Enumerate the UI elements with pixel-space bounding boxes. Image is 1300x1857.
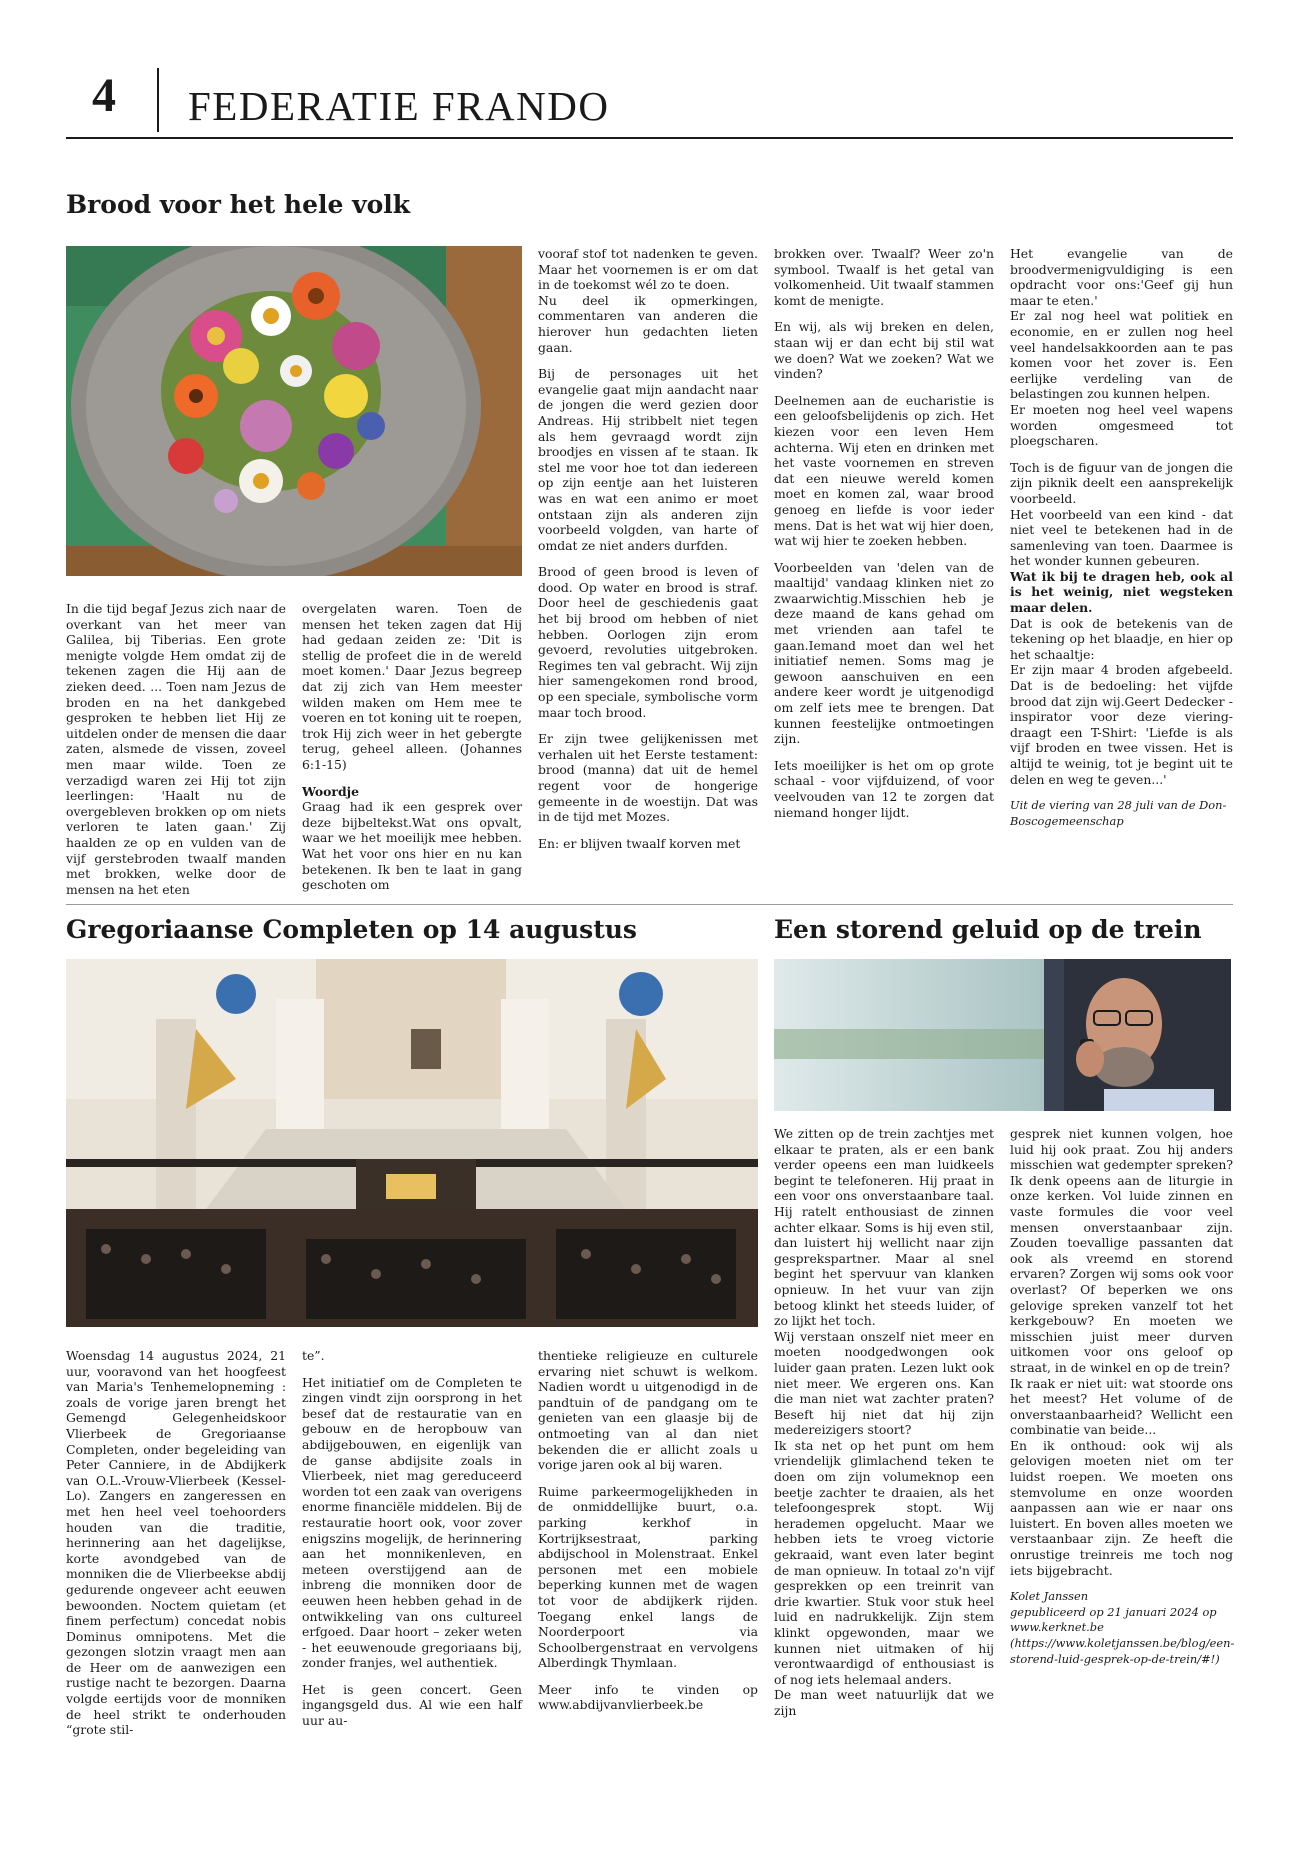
header-divider — [157, 68, 159, 132]
paragraph: Het evangelie van de broodvermenigvuldiging is een opdracht voor ons:'Geef gij hun maar te eten.' — [1010, 246, 1233, 308]
paragraph: Het voorbeeld van een kind - dat niet veel te betekenen had in de samenleving van toen. Daarmee is het wonder kunnen gebeuren. — [1010, 506, 1233, 569]
subheading-woordje: Woordje — [302, 783, 359, 799]
paragraph: Het initiatief om de Completen te zingen vindt zijn oorsprong in het besef dat de restauratie van en gebouw en de heropbouw van abdijgebouwen, en eigenlijk van de ganse abdijsite zoals in Vlierbeek, niet mag gereduceerd worden tot een zaak van overigens enorme financiële middelen. Bij de restauratie hoort ook, voor zover enigszins mogelijk, de herinnering aan het monnikenleven, en meteen overstijgend aan de inbreng die monniken door de eeuwen heen hebben gehad in de ontwikkeling van ons cultureel erfgoed. Daar hoort – zeker weten - het eeuwenoude gregoriaans bij, zonder franjes, wel authentiek. — [302, 1374, 522, 1671]
author-name: Kolet Janssen — [1010, 1589, 1089, 1604]
article-2-column-2 — [302, 1348, 522, 1729]
article-1-column-2 — [302, 601, 522, 893]
publication-credit: gepubliceerd op 21 januari 2024 op www.kerknet.be (https://www.koletjanssen.be/blog/een-storend-luid-gesprek-op-de-trein/#!) — [1010, 1604, 1235, 1666]
paragraph: Wij verstaan onszelf niet meer en moeten noodgedwongen ook luider gaan praten. Lezen lukt ook niet meer. We ergeren ons. Kan die man niet wat zachter praten? Beseft hij niet dat hij zijn medereizigers stoort? — [774, 1328, 994, 1438]
article-3-column-1 — [774, 1126, 994, 1719]
article-3-column-2 — [1010, 1126, 1233, 1667]
article-1-column-5 — [1010, 246, 1233, 829]
paragraph: We zitten op de trein zachtjes met elkaar te praten, als er een bank verder opeens een man luidkeels begint te telefoneren. Hij praat in een voor ons onverstaanbare taal. Hij ratelt enthousiast de zinnen achter elkaar. Soms is hij even stil, dan luistert hij wellicht naar zijn gesprekspartner. Maar al snel begint het spervuur van klanken opnieuw. In het vuur van zijn betoog klinkt het steeds luider, of zo lijkt het toch. — [774, 1126, 994, 1329]
paragraph: gesprek niet kunnen volgen, hoe luid hij ook praat. Zou hij anders misschien wat gedempter spreken? Ik denk opeens aan de liturgie in onze kerken. Vol luide zinnen en vaste formules die voor veel mensen onverstaanbaar zijn. Zouden toevallige passanten dat ook als vreemd en storend ervaren? Zorgen wij soms ook voor overlast? Of beperken we ons gelovige spreken vanzelf tot het kerkgebouw? En moeten we misschien juist meer durven uitkomen voor ons geloof op straat, in de winkel en op de trein? — [1010, 1126, 1233, 1375]
article-3-headline: Een storend geluid op de trein — [774, 915, 1202, 944]
church-interior-illustration — [66, 959, 758, 1327]
article-1-column-1 — [66, 601, 286, 897]
bold-statement: Wat ik bij te dragen heb, ook al is het weinig, niet wegsteken maar delen. — [1010, 568, 1233, 616]
paragraph: En wij, als wij breken en delen, staan wij er dan echt bij stil wat we doen? Wat we zoeken? Wat we vinden? — [774, 319, 994, 382]
paragraph: overgelaten waren. Toen de mensen het teken zagen dat Hij had gedaan zeiden ze: 'Dit is stellig de profeet die in de wereld moet komen.' Daar Jezus begreep dat zij zich van Hem meester wilden maken om Hem mee te voeren en tot koning uit te roepen, trok Hij zich weer in het gebergte terug, geheel alleen. (Johannes 6:1-15) — [302, 601, 522, 772]
article-2-column-1 — [66, 1348, 286, 1738]
paragraph: Nu deel ik opmerkingen, commentaren van anderen die hierover hun gedachten lieten gaan. — [538, 292, 758, 355]
paragraph: En: er blijven twaalf korven met — [538, 835, 741, 851]
paragraph: Ruime parkeermogelijkheden in de onmiddellijke buurt, o.a. parking kerkhof in Kortrijksestraat, parking abdijschool in Molenstraat. Enkel personen met een mobiele beperking kunnen met de wagen tot voor de abdijkerk rijden. Toegang enkel langs de Noorderpoort via Schoolbergenstraat en vervolgens Alberdingk Thymlaan. — [538, 1483, 758, 1671]
paragraph: Er zal nog heel wat politiek en economie, en er zullen nog heel veel handelsakkoorden aan te pas komen voor het zover is. Een eerlijke verdeling van de belastingen zou kunnen helpen. — [1010, 308, 1233, 402]
article-1-headline: Brood voor het hele volk — [66, 190, 411, 219]
paragraph: In die tijd begaf Jezus zich naar de overkant van het meer van Galilea, bij Tiberias. Een grote menigte volgde Hem omdat zij de tekenen zagen die Hij aan de zieken deed. ... Toen nam Jezus de broden en na het dankgebed gesproken te hebben liet Hij ze uitdelen onder de mensen die daar zaten, alsmede de vissen, zoveel men maar wilde. Toen ze verzadigd waren zei Hij tot zijn leerlingen: 'Haalt nu de overgebleven brokken op om niets verloren te laten gaan.' Zij haalden ze op en vulden van de vijf gerstebroden twaalf manden met brokken, welke door de mensen na het eten — [66, 601, 286, 897]
paragraph: Meer info te vinden op www.abdijvanvlierbeek.be — [538, 1681, 758, 1713]
paragraph: Bij de personages uit het evangelie gaat mijn aandacht naar de jongen die werd gezien door Andreas. Hij stribbelt niet tegen als hem gevraagd wordt zijn broodjes en vissen af te staan. Ik stel me voor hoe tot dan iedereen op zijn eentje aan het luisteren was en wat een animo er moet ontstaan zijn als anderen zijn voorbeeld volgden, van harte of omdat ze niet anders durfden. — [538, 366, 758, 553]
paragraph: Dat is ook de betekenis van de tekening op het blaadje, en hier op het schaaltje: — [1010, 615, 1233, 662]
paragraph: Graag had ik een gesprek over deze bijbeltekst.Wat ons opvalt, waar we het moeilijk mee hebben. Wat het voor ons hier en nu kan betekenen. Ik ben te laat in gang geschoten om — [302, 799, 522, 893]
abbey-church-interior-photo — [66, 959, 758, 1327]
page-number: 4 — [92, 69, 116, 122]
paragraph: Er zijn maar 4 broden afgebeeld. Dat is de bedoeling: het vijfde brood dat zijn wij.Geert Dedecker -inspirator voor deze viering- draagt een T-Shirt: 'Liefde is als vijf broden en twee vissen. Het is altijd te weinig, tot je begint uit te delen en weg te geven...' — [1010, 662, 1233, 787]
header-rule — [66, 137, 1233, 139]
article-2-headline: Gregoriaanse Completen op 14 augustus — [66, 915, 638, 944]
paragraph: Deelnemen aan de eucharistie is een geloofsbelijdenis op zich. Het kiezen voor een leven Hem achterna. Wij eten en drinken met het vaste voornemen en streven dat een nieuwe wereld komen moet en komen zal, waar brood genoeg en liefde is voor ieder mens. Dat is het wat wij hier doen, wat wij hier te zoeken hebben. — [774, 392, 994, 549]
paragraph: vooraf stof tot nadenken te geven. Maar het voornemen is er om dat in de toekomst wél zo te doen. — [538, 246, 758, 293]
article-1-credit: Uit de viering van 28 juli van de Don-Boscogemeenschap — [1010, 798, 1227, 828]
paragraph: Iets moeilijker is het om op grote schaal - voor vijfduizend, of voor veelvouden van 12 te zorgen dat niemand honger lijdt. — [774, 757, 994, 820]
paragraph: En ik onthoud: ook wij als gelovigen moeten niet om ter luidst roepen. We moeten ons stemvolume en onze woorden aanpassen aan wie er naar ons luistert. En boven alles moeten we verstaanbaar zijn. Ze heeft die onrustige treinreis me toch nog iets bijgebracht. — [1010, 1437, 1233, 1578]
paragraph: Ik sta net op het punt om hem vriendelijk glimlachend teken te doen om zijn volumeknop een beetje zachter te draaien, als het telefoongesprek stopt. Wij herademen opgelucht. Maar we hebben iets te vroeg victorie gekraaid, want even later begint de man opnieuw. In totaal zo'n vijf gesprekken op een treinrit van drie kwartier. Stuk voor stuk heel luid en nadrukkelijk. Zijn stem klinkt opgewonden, maar we kunnen niet uitmaken of hij verontwaardigd of enthousiast is of nog iets helemaal anders. — [774, 1437, 994, 1687]
paragraph: brokken over. Twaalf? Weer zo'n symbool. Twaalf is het getal van volkomenheid. Uit twaalf stammen komt de menigte. — [774, 246, 994, 308]
flower-bowl-photo — [66, 246, 522, 576]
paragraph: Woensdag 14 augustus 2024, 21 uur, vooravond van het hoogfeest van Maria's Tenhemelopneming : zoals de vorige jaren brengt het Gemengd Gelegenheidskoor Vlierbeek de Gregoriaanse Completen, onder begeleiding van Peter Canniere, in de Abdijkerk van O.L.-Vrouw-Vlierbeek (Kessel-Lo). Zangers en zangeressen en met hen heel veel toehoorders houden van die traditie, herinnering aan het dagelijkse, korte avondgebed van de monniken die de Vlierbeekse abdij gedurende ongeveer acht eeuwen bewoonden. Noctem quietam (et finem perfectum) concedat nobis Dominus omnipotens. Met die gezongen slotzin vraagt men aan de Heer om de aanwezigen een rustige nacht te bezorgen. Daarna volgde eertijds voor de monniken de heel strikt te onderhouden “grote stil- — [66, 1348, 286, 1738]
article-1-column-4 — [774, 246, 994, 820]
article-2-column-3 — [538, 1348, 758, 1713]
man-on-phone-in-train-photo — [774, 959, 1231, 1111]
article-1-column-3 — [538, 246, 758, 851]
paragraph: Er moeten nog heel veel wapens worden omgesmeed tot ploegscharen. — [1010, 401, 1233, 449]
paragraph: Ik raak er niet uit: wat stoorde ons het meest? Het volume of de onverstaanbaarheid? Wellicht een combinatie van beide... — [1010, 1375, 1233, 1438]
paragraph: te”. — [302, 1348, 325, 1363]
paragraph: De man weet natuurlijk dat we zijn — [774, 1687, 994, 1718]
paragraph: Het is geen concert. Geen ingangsgeld dus. Al wie een half uur au- — [302, 1681, 522, 1729]
paragraph: Toch is de figuur van de jongen die zijn piknik deelt een aansprekelijk voorbeeld. — [1010, 459, 1233, 506]
flower-bowl-illustration — [66, 246, 522, 576]
paragraph: Voorbeelden van 'delen van de maaltijd' vandaag klinken niet zo zwaarwichtig.Misschien heb je deze maand de kans gehad om met vrienden aan tafel te gaan.Iemand moet dan wel het initiatief nemen. Soms mag je gewoon aanschuiven en een andere keer wordt je uitgenodigd om zelf iets mee te brengen. Dat kunnen feestelijke ontmoetingen zijn. — [774, 559, 994, 747]
section-divider — [66, 904, 1233, 905]
train-passenger-illustration — [774, 959, 1231, 1111]
publication-title: FEDERATIE FRANDO — [188, 83, 610, 129]
paragraph: thentieke religieuze en culturele ervaring niet schuwt is welkom. Nadien wordt u uitgenodigd in de pandtuin of de pandgang om te genieten van een glaasje bij de ontmoeting van al dan niet bekenden die er allicht zoals u vorige jaren ook al bij waren. — [538, 1348, 758, 1473]
paragraph: Brood of geen brood is leven of dood. Op water en brood is straf. Door heel de geschiedenis gaat het bij brood om hebben of niet hebben. Oorlogen zijn erom gevoerd, revoluties uitgebroken. Regimes ten val gebracht. Wij zijn hier samengekomen rond brood, op een speciale, symbolische vorm maar toch brood. — [538, 564, 758, 720]
paragraph: Er zijn twee gelijkenissen met verhalen uit het Eerste testament: brood (manna) dat uit de hemel regent voor de hongerige gemeente in de woestijn. Dat was in de tijd met Mozes. — [538, 731, 758, 825]
